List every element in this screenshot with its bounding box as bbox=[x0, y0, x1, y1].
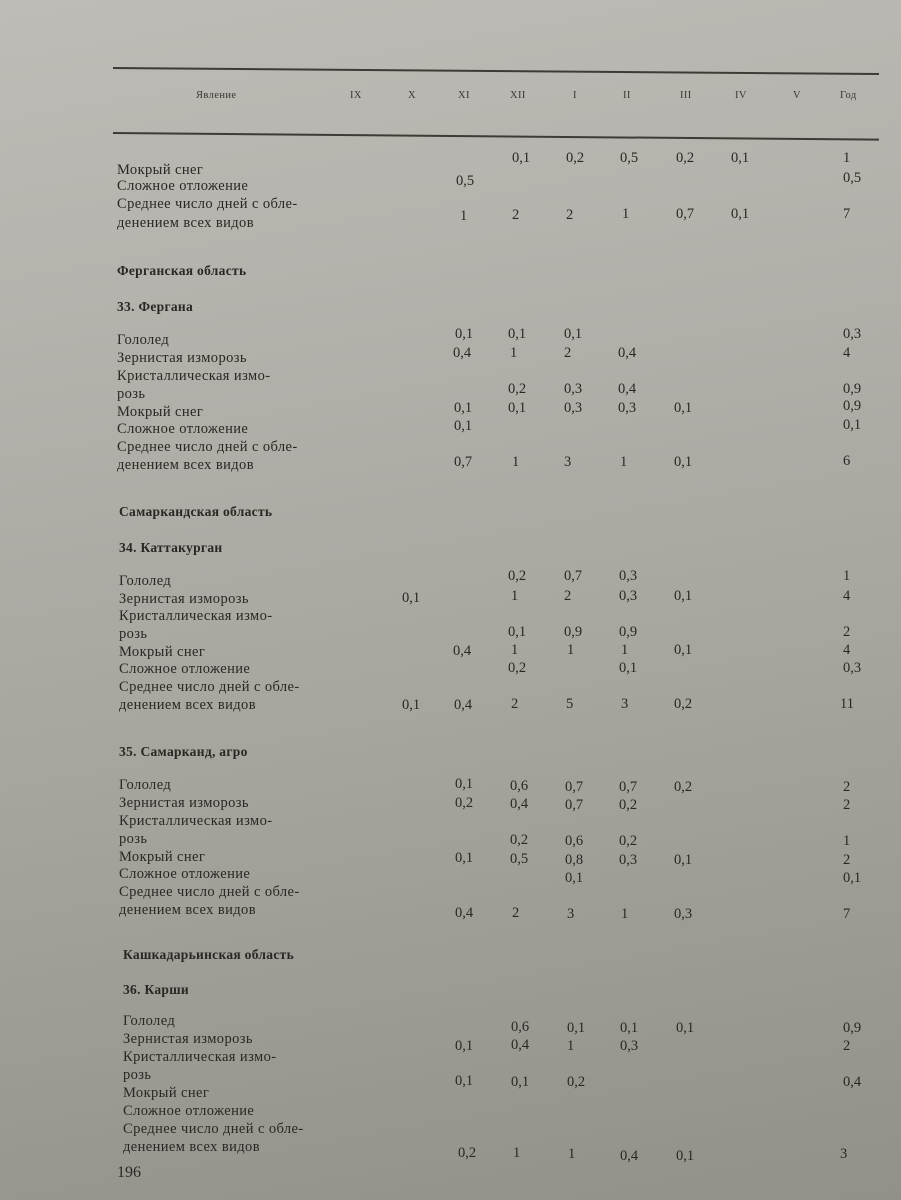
cell: 0,1 bbox=[455, 326, 474, 342]
cell: 2 bbox=[512, 207, 520, 223]
cell: 1 bbox=[510, 345, 518, 361]
row-label: Гололед bbox=[117, 332, 170, 348]
cell: 0,7 bbox=[454, 454, 473, 470]
cell: 0,1 bbox=[674, 454, 693, 470]
cell: 0,1 bbox=[454, 400, 473, 416]
cell: 0,3 bbox=[619, 588, 638, 604]
row-label: Мокрый снег bbox=[117, 404, 204, 420]
table-header-rule bbox=[113, 132, 879, 141]
cell: 0,1 bbox=[567, 1020, 586, 1036]
cell: 0,3 bbox=[564, 381, 583, 397]
row-label: Мокрый снег bbox=[117, 162, 204, 178]
cell: 0,3 bbox=[619, 568, 638, 584]
cell: 0,8 bbox=[565, 852, 584, 868]
cell: 0,1 bbox=[402, 697, 421, 713]
cell: 0,2 bbox=[567, 1074, 586, 1090]
cell: 0,3 bbox=[674, 906, 693, 922]
row-label: розь bbox=[117, 386, 146, 402]
cell: 0,1 bbox=[731, 150, 750, 166]
cell: 0,1 bbox=[454, 418, 473, 434]
cell: 2 bbox=[843, 779, 851, 795]
cell: 0,7 bbox=[676, 206, 695, 222]
cell: 1 bbox=[622, 206, 630, 222]
row-label: Среднее число дней с обле- bbox=[119, 679, 300, 695]
row-label: Зернистая изморозь bbox=[117, 350, 247, 366]
header-month: XII bbox=[510, 90, 526, 101]
cell: 0,1 bbox=[508, 400, 527, 416]
cell: 0,1 bbox=[508, 326, 527, 342]
cell: 1 bbox=[843, 833, 851, 849]
cell: 5 bbox=[566, 696, 574, 712]
cell: 0,2 bbox=[619, 833, 638, 849]
header-month: V bbox=[793, 90, 801, 101]
cell: 1 bbox=[512, 454, 520, 470]
header-year: Год bbox=[840, 90, 857, 101]
row-label: Кристаллическая измо- bbox=[119, 813, 273, 829]
cell: 0,4 bbox=[620, 1148, 639, 1164]
cell: 2 bbox=[566, 207, 574, 223]
station-heading: 33. Фергана bbox=[117, 299, 194, 314]
cell: 0,1 bbox=[565, 870, 584, 886]
cell: 1 bbox=[620, 454, 628, 470]
table-top-rule bbox=[113, 67, 879, 75]
cell: 4 bbox=[843, 588, 851, 604]
cell: 1 bbox=[621, 642, 629, 658]
row-label: Гололед bbox=[123, 1013, 176, 1029]
cell: 0,3 bbox=[618, 400, 637, 416]
cell: 0,6 bbox=[510, 778, 529, 794]
cell: 0,7 bbox=[565, 779, 584, 795]
row-label: Сложное отложение bbox=[117, 178, 249, 194]
cell: 0,5 bbox=[456, 173, 475, 189]
cell: 0,5 bbox=[510, 851, 529, 867]
row-label: Мокрый снег bbox=[119, 849, 206, 865]
cell: 2 bbox=[564, 588, 572, 604]
cell: 0,4 bbox=[618, 381, 637, 397]
cell: 2 bbox=[843, 797, 851, 813]
cell: 0,9 bbox=[843, 381, 862, 397]
cell: 0,6 bbox=[511, 1019, 530, 1035]
row-label: Среднее число дней с обле- bbox=[117, 439, 298, 455]
cell: 0,9 bbox=[843, 1020, 862, 1036]
cell: 2 bbox=[843, 1038, 851, 1054]
cell: 0,9 bbox=[843, 398, 862, 414]
cell: 0,4 bbox=[618, 345, 637, 361]
cell: 0,1 bbox=[676, 1020, 695, 1036]
cell: 7 bbox=[843, 906, 851, 922]
cell: 4 bbox=[843, 642, 851, 658]
row-label: Зернистая изморозь bbox=[123, 1031, 253, 1047]
cell: 7 bbox=[843, 206, 851, 222]
row-label: Мокрый снег bbox=[119, 644, 206, 660]
cell: 6 bbox=[843, 453, 851, 469]
cell: 0,1 bbox=[508, 624, 527, 640]
cell: 1 bbox=[513, 1145, 521, 1161]
cell: 3 bbox=[567, 906, 575, 922]
cell: 1 bbox=[511, 588, 519, 604]
cell: 3 bbox=[840, 1146, 848, 1162]
row-label: Мокрый снег bbox=[123, 1085, 210, 1101]
cell: 0,7 bbox=[619, 779, 638, 795]
cell: 0,2 bbox=[674, 779, 693, 795]
header-month: IV bbox=[735, 90, 747, 101]
region-heading: Кашкадарьинская область bbox=[123, 947, 295, 962]
cell: 0,5 bbox=[843, 170, 862, 186]
cell: 0,4 bbox=[843, 1074, 862, 1090]
cell: 0,1 bbox=[674, 400, 693, 416]
cell: 0,4 bbox=[454, 697, 473, 713]
row-label: Сложное отложение bbox=[117, 421, 249, 437]
cell: 0,3 bbox=[843, 326, 862, 342]
cell: 0,2 bbox=[508, 568, 527, 584]
cell: 0,5 bbox=[620, 150, 639, 166]
cell: 0,1 bbox=[674, 588, 693, 604]
header-month: XI bbox=[458, 90, 470, 101]
cell: 0,1 bbox=[455, 1038, 474, 1054]
cell: 0,4 bbox=[510, 796, 529, 812]
row-label: денением всех видов bbox=[117, 457, 254, 473]
cell: 0,4 bbox=[455, 905, 474, 921]
cell: 0,1 bbox=[402, 590, 421, 606]
header-month: I bbox=[573, 90, 577, 101]
cell: 0,1 bbox=[455, 850, 474, 866]
cell: 0,2 bbox=[674, 696, 693, 712]
cell: 0,7 bbox=[565, 797, 584, 813]
cell: 0,4 bbox=[511, 1037, 530, 1053]
row-label: Среднее число дней с обле- bbox=[123, 1121, 304, 1137]
row-label: Кристаллическая измо- bbox=[123, 1049, 277, 1065]
cell: 0,2 bbox=[455, 795, 474, 811]
cell: 2 bbox=[843, 852, 851, 868]
cell: 0,2 bbox=[508, 381, 527, 397]
cell: 1 bbox=[843, 150, 851, 166]
cell: 0,2 bbox=[510, 832, 529, 848]
row-label: Кристаллическая измо- bbox=[119, 608, 273, 624]
cell: 0,1 bbox=[674, 642, 693, 658]
header-month: IX bbox=[350, 90, 362, 101]
cell: 1 bbox=[843, 568, 851, 584]
cell: 1 bbox=[568, 1146, 576, 1162]
row-label: розь bbox=[119, 831, 148, 847]
cell: 0,3 bbox=[843, 660, 862, 676]
cell: 0,9 bbox=[619, 624, 638, 640]
cell: 0,1 bbox=[843, 870, 862, 886]
cell: 0,4 bbox=[453, 643, 472, 659]
row-label: Сложное отложение bbox=[119, 866, 251, 882]
row-label: денением всех видов bbox=[119, 902, 256, 918]
cell: 2 bbox=[511, 696, 519, 712]
cell: 1 bbox=[567, 642, 575, 658]
header-month: III bbox=[680, 90, 692, 101]
region-heading: Ферганская область bbox=[117, 263, 247, 278]
station-heading: 36. Карши bbox=[123, 982, 189, 997]
cell: 0,2 bbox=[676, 150, 695, 166]
cell: 3 bbox=[564, 454, 572, 470]
station-heading: 35. Самарканд, агро bbox=[119, 744, 248, 759]
cell: 0,1 bbox=[511, 1074, 530, 1090]
cell: 0,1 bbox=[455, 776, 474, 792]
cell: 1 bbox=[621, 906, 629, 922]
cell: 0,1 bbox=[619, 660, 638, 676]
station-heading: 34. Каттакурган bbox=[119, 540, 223, 555]
cell: 0,1 bbox=[843, 417, 862, 433]
row-label: денением всех видов bbox=[123, 1139, 260, 1155]
region-heading: Самаркандская область bbox=[119, 504, 273, 519]
header-month: X bbox=[408, 90, 416, 101]
cell: 0,1 bbox=[620, 1020, 639, 1036]
row-label: розь bbox=[123, 1067, 152, 1083]
header-phenomenon: Явление bbox=[196, 90, 237, 101]
cell: 0,2 bbox=[566, 150, 585, 166]
row-label: денением всех видов bbox=[119, 697, 256, 713]
cell: 0,2 bbox=[458, 1145, 477, 1161]
header-month: II bbox=[623, 90, 631, 101]
cell: 11 bbox=[840, 696, 854, 712]
cell: 2 bbox=[564, 345, 572, 361]
cell: 0,6 bbox=[565, 833, 584, 849]
row-label: Гололед bbox=[119, 777, 172, 793]
row-label: Гололед bbox=[119, 573, 172, 589]
row-label: Среднее число дней с обле- bbox=[117, 196, 298, 212]
cell: 0,2 bbox=[508, 660, 527, 676]
row-label: Сложное отложение bbox=[119, 661, 251, 677]
cell: 0,3 bbox=[619, 852, 638, 868]
cell: 0,1 bbox=[564, 326, 583, 342]
cell: 1 bbox=[460, 208, 468, 224]
cell: 0,4 bbox=[453, 345, 472, 361]
cell: 1 bbox=[511, 642, 519, 658]
cell: 1 bbox=[567, 1038, 575, 1054]
row-label: Кристаллическая измо- bbox=[117, 368, 271, 384]
cell: 0,9 bbox=[564, 624, 583, 640]
cell: 0,3 bbox=[564, 400, 583, 416]
cell: 4 bbox=[843, 345, 851, 361]
row-label: Среднее число дней с обле- bbox=[119, 884, 300, 900]
row-label: Зернистая изморозь bbox=[119, 795, 249, 811]
row-label: Сложное отложение bbox=[123, 1103, 255, 1119]
cell: 0,3 bbox=[620, 1038, 639, 1054]
cell: 2 bbox=[512, 905, 520, 921]
cell: 3 bbox=[621, 696, 629, 712]
cell: 0,2 bbox=[619, 797, 638, 813]
cell: 0,1 bbox=[731, 206, 750, 222]
cell: 0,7 bbox=[564, 568, 583, 584]
cell: 0,1 bbox=[512, 150, 531, 166]
page-number: 196 bbox=[117, 1164, 141, 1181]
row-label: Зернистая изморозь bbox=[119, 591, 249, 607]
row-label: денением всех видов bbox=[117, 215, 254, 231]
cell: 2 bbox=[843, 624, 851, 640]
cell: 0,1 bbox=[676, 1148, 695, 1164]
cell: 0,1 bbox=[674, 852, 693, 868]
row-label: розь bbox=[119, 626, 148, 642]
cell: 0,1 bbox=[455, 1073, 474, 1089]
